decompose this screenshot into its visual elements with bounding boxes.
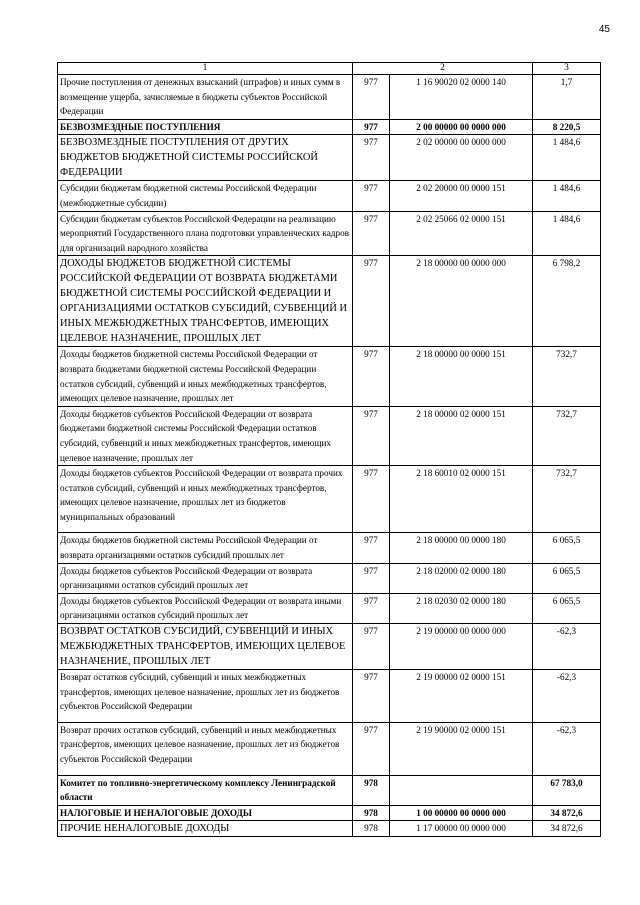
row-amount: -62,3 <box>533 722 601 775</box>
row-classification-code: 1 16 90020 02 0000 140 <box>390 75 533 120</box>
table-row <box>58 119 601 135</box>
row-amount: 34 872,6 <box>533 821 601 837</box>
row-amount: 67 783,0 <box>533 775 601 805</box>
table-header-row <box>58 63 601 75</box>
row-classification-code: 1 17 00000 00 0000 000 <box>390 821 533 837</box>
row-admin-code: 977 <box>353 75 390 120</box>
row-admin-code: 978 <box>353 821 390 837</box>
row-admin-code: 977 <box>353 466 390 533</box>
table-row <box>58 533 601 563</box>
row-name: Доходы бюджетов бюджетной системы Российской Федерации от возврата бюджетами бюджетной системы Российской Федерации остатков субсидий, субвенций и иных межбюджетных трансфертов, имеющих целевое назначение, прошлых лет <box>58 347 353 406</box>
row-amount: 732,7 <box>533 347 601 406</box>
row-amount: 1 484,6 <box>533 135 601 181</box>
table-row <box>58 406 601 465</box>
row-name: Доходы бюджетов бюджетной системы Российской Федерации от возврата организациями остатков субсидий прошлых лет <box>58 533 353 563</box>
table-row <box>58 347 601 406</box>
row-amount: 6 798,2 <box>533 256 601 347</box>
row-name: ДОХОДЫ БЮДЖЕТОВ БЮДЖЕТНОЙ СИСТЕМЫ РОССИЙСКОЙ ФЕДЕРАЦИИ ОТ ВОЗВРАТА БЮДЖЕТАМИ БЮДЖЕТНОЙ СИСТЕМЫ РОССИЙСКОЙ ФЕДЕРАЦИИ И ОРГАНИЗАЦИЯМИ ОСТАТКОВ СУБСИДИЙ, СУБВЕНЦИЙ И ИНЫХ МЕЖБЮДЖЕТНЫХ ТРАНСФЕРТОВ, ИМЕЮЩИХ ЦЕЛЕВОЕ НАЗНАЧЕНИЕ, ПРОШЛЫХ ЛЕТ <box>58 256 353 347</box>
table-row <box>58 256 601 347</box>
row-amount: 34 872,6 <box>533 805 601 821</box>
table-row <box>58 75 601 120</box>
row-admin-code: 977 <box>353 670 390 723</box>
row-amount: 6 065,5 <box>533 593 601 623</box>
table-row <box>58 211 601 256</box>
header-col-3: 3 <box>533 63 601 75</box>
row-classification-code: 2 18 00000 00 0000 151 <box>390 347 533 406</box>
row-classification-code: 2 02 25066 02 0000 151 <box>390 211 533 256</box>
row-name: Доходы бюджетов субъектов Российской Федерации от возврата бюджетами бюджетной системы Российской Федерации остатков субсидий, субвенций и иных межбюджетных трансфертов, имеющих целевое назначение, прошлых лет <box>58 406 353 465</box>
row-classification-code: 2 19 00000 00 0000 000 <box>390 624 533 670</box>
row-admin-code: 977 <box>353 347 390 406</box>
row-admin-code: 977 <box>353 181 390 211</box>
row-admin-code: 977 <box>353 593 390 623</box>
row-amount: 1,7 <box>533 75 601 120</box>
row-amount: 8 220,5 <box>533 119 601 135</box>
row-classification-code <box>390 775 533 805</box>
row-admin-code: 977 <box>353 211 390 256</box>
row-name: Возврат остатков субсидий, субвенций и иных межбюджетных трансфертов, имеющих целевое назначение, прошлых лет из бюджетов субъектов Российской Федерации <box>58 670 353 723</box>
row-classification-code: 1 00 00000 00 0000 000 <box>390 805 533 821</box>
row-admin-code: 977 <box>353 624 390 670</box>
table-row <box>58 624 601 670</box>
row-name: ПРОЧИЕ НЕНАЛОГОВЫЕ ДОХОДЫ <box>58 821 353 837</box>
table-row <box>58 135 601 181</box>
row-name: БЕЗВОЗМЕЗДНЫЕ ПОСТУПЛЕНИЯ ОТ ДРУГИХ БЮДЖЕТОВ БЮДЖЕТНОЙ СИСТЕМЫ РОССИЙСКОЙ ФЕДЕРАЦИИ <box>58 135 353 181</box>
row-amount: 6 065,5 <box>533 563 601 593</box>
row-amount: 1 484,6 <box>533 181 601 211</box>
row-name: Доходы бюджетов субъектов Российской Федерации от возврата иными организациями остатков субсидий прошлых лет <box>58 593 353 623</box>
page-number: 45 <box>598 24 610 35</box>
row-classification-code: 2 00 00000 00 0000 000 <box>390 119 533 135</box>
table-row <box>58 181 601 211</box>
row-name: Субсидии бюджетам бюджетной системы Российской Федерации (межбюджетные субсидии) <box>58 181 353 211</box>
row-classification-code: 2 02 20000 00 0000 151 <box>390 181 533 211</box>
row-admin-code: 977 <box>353 406 390 465</box>
row-classification-code: 2 19 90000 02 0000 151 <box>390 722 533 775</box>
row-name: БЕЗВОЗМЕЗДНЫЕ ПОСТУПЛЕНИЯ <box>58 119 353 135</box>
table-row <box>58 821 601 837</box>
row-classification-code: 2 18 60010 02 0000 151 <box>390 466 533 533</box>
row-classification-code: 2 19 00000 02 0000 151 <box>390 670 533 723</box>
row-name: НАЛОГОВЫЕ И НЕНАЛОГОВЫЕ ДОХОДЫ <box>58 805 353 821</box>
row-amount: 732,7 <box>533 466 601 533</box>
row-name: ВОЗВРАТ ОСТАТКОВ СУБСИДИЙ, СУБВЕНЦИЙ И ИНЫХ МЕЖБЮДЖЕТНЫХ ТРАНСФЕРТОВ, ИМЕЮЩИХ ЦЕЛЕВОЕ НАЗНАЧЕНИЕ, ПРОШЛЫХ ЛЕТ <box>58 624 353 670</box>
row-classification-code: 2 18 02000 02 0000 180 <box>390 563 533 593</box>
row-name: Прочие поступления от денежных взысканий (штрафов) и иных сумм в возмещение ущерба, зачисляемые в бюджеты субъектов Российской Федерации <box>58 75 353 120</box>
table-row <box>58 722 601 775</box>
row-name: Субсидии бюджетам субъектов Российской Федерации на реализацию мероприятий Государственного плана подготовки управленческих кадров для организаций народного хозяйства <box>58 211 353 256</box>
row-amount: 6 065,5 <box>533 533 601 563</box>
table-row <box>58 466 601 533</box>
row-name: Возврат прочих остатков субсидий, субвенций и иных межбюджетных трансфертов, имеющих целевое назначение, прошлых лет из бюджетов субъектов Российской Федерации <box>58 722 353 775</box>
row-classification-code: 2 18 00000 02 0000 151 <box>390 406 533 465</box>
row-admin-code: 977 <box>353 135 390 181</box>
row-amount: -62,3 <box>533 670 601 723</box>
row-admin-code: 977 <box>353 563 390 593</box>
header-col-1: 1 <box>58 63 353 75</box>
row-name: Доходы бюджетов субъектов Российской Федерации от возврата организациями остатков субсидий прошлых лет <box>58 563 353 593</box>
row-admin-code: 977 <box>353 119 390 135</box>
row-admin-code: 977 <box>353 256 390 347</box>
table-row <box>58 593 601 623</box>
row-amount: 732,7 <box>533 406 601 465</box>
revenue-table <box>57 62 601 837</box>
row-admin-code: 978 <box>353 805 390 821</box>
table-row <box>58 563 601 593</box>
table-row <box>58 775 601 805</box>
header-col-2: 2 <box>353 63 533 75</box>
row-classification-code: 2 18 02030 02 0000 180 <box>390 593 533 623</box>
row-name: Комитет по топливно-энергетическому комплексу Ленинградской области <box>58 775 353 805</box>
row-classification-code: 2 18 00000 00 0000 000 <box>390 256 533 347</box>
row-name: Доходы бюджетов субъектов Российской Федерации от возврата прочих остатков субсидий, субвенций и иных межбюджетных трансфертов, имеющих целевое назначение, прошлых лет из бюджетов муниципальных образований <box>58 466 353 533</box>
row-admin-code: 977 <box>353 533 390 563</box>
row-classification-code: 2 18 00000 00 0000 180 <box>390 533 533 563</box>
row-classification-code: 2 02 00000 00 0000 000 <box>390 135 533 181</box>
table-row <box>58 670 601 723</box>
table-row <box>58 805 601 821</box>
row-amount: 1 484,6 <box>533 211 601 256</box>
row-admin-code: 978 <box>353 775 390 805</box>
row-admin-code: 977 <box>353 722 390 775</box>
row-amount: -62,3 <box>533 624 601 670</box>
